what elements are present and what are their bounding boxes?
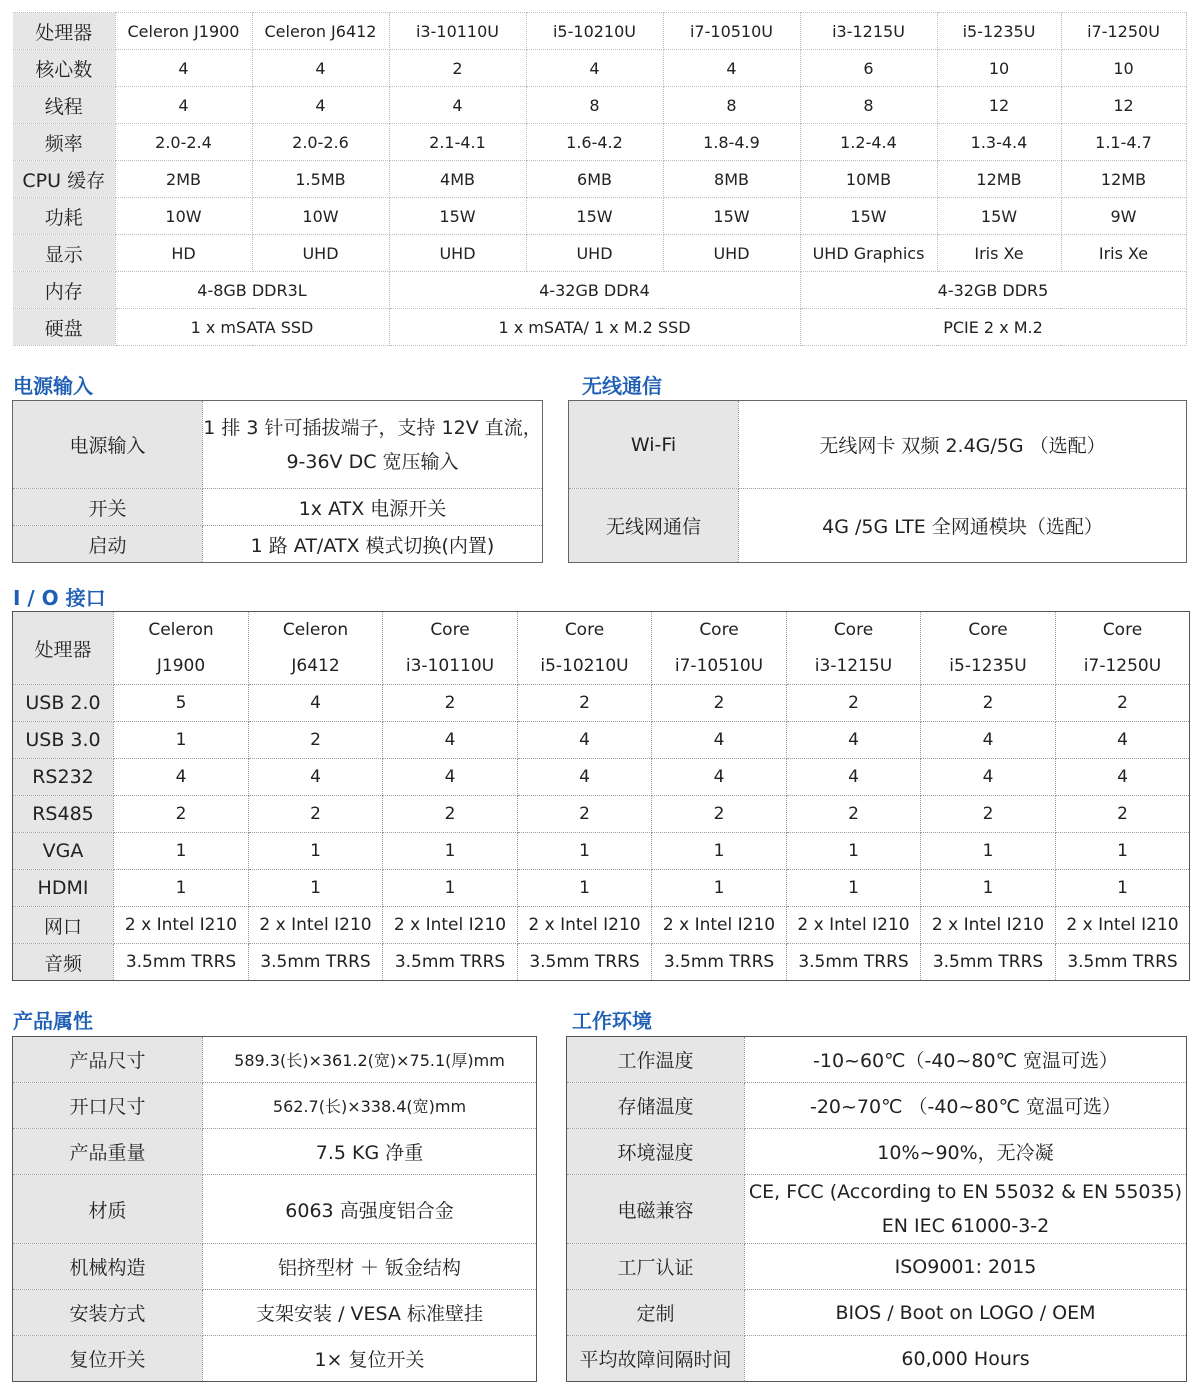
spec-cell: 4 — [663, 50, 800, 87]
io-cell: 3.5mm TRRS — [518, 944, 652, 981]
spec-cell: 15W — [526, 198, 663, 235]
spec-cell: 4 — [526, 50, 663, 87]
spec-cell: 8 — [800, 87, 937, 124]
environment-table — [566, 1036, 1187, 1382]
spec-cell: 10W — [115, 198, 252, 235]
io-cpu-family: Core — [968, 620, 1008, 640]
io-row-label: RS232 — [13, 759, 114, 796]
wireless-row-label: Wi-Fi — [569, 401, 739, 489]
io-cell: 1 — [921, 833, 1056, 870]
spec-cell: 2 — [389, 50, 526, 87]
io-cell: 4 — [787, 759, 921, 796]
spec-header-row — [13, 13, 1186, 50]
io-cell: 4 — [921, 759, 1056, 796]
spec-cell: 2.0-2.4 — [115, 124, 252, 161]
environment-value-line: EN IEC 61000-3-2 — [881, 1215, 1050, 1237]
io-cell: 3.5mm TRRS — [249, 944, 383, 981]
spec-row-label: 处理器 — [13, 13, 115, 50]
io-cell: 4 — [518, 759, 652, 796]
io-cell: 3.5mm TRRS — [1056, 944, 1190, 981]
wireless-row — [569, 489, 1187, 563]
environment-label: 定制 — [567, 1290, 745, 1336]
io-row-label: RS485 — [13, 796, 114, 833]
environment-value: BIOS / Boot on LOGO / OEM — [745, 1290, 1187, 1336]
io-row-label: 网口 — [13, 907, 114, 944]
io-cell: 1 — [652, 870, 787, 907]
io-cell: 1 — [921, 870, 1056, 907]
io-row-label: USB 2.0 — [13, 685, 114, 722]
environment-row — [567, 1336, 1187, 1382]
spec-cell: 2.0-2.6 — [252, 124, 389, 161]
spec-row-label: CPU 缓存 — [13, 161, 115, 198]
spec-row-label: 核心数 — [13, 50, 115, 87]
spec-cpu-name: i5-1235U — [937, 13, 1061, 50]
io-cell: 2 — [921, 685, 1056, 722]
environment-label: 电磁兼容 — [567, 1175, 745, 1244]
spec-cell: Iris Xe — [1061, 235, 1186, 272]
spec-cell: 15W — [937, 198, 1061, 235]
io-cell: 4 — [249, 759, 383, 796]
io-cell: 4 — [652, 722, 787, 759]
spec-cell: UHD — [389, 235, 526, 272]
spec-cell: 1.2-4.4 — [800, 124, 937, 161]
power-value-line: 9-36V DC 宽压输入 — [286, 450, 459, 473]
io-cell: 2 — [1056, 685, 1190, 722]
attribute-label: 产品尺寸 — [13, 1037, 203, 1083]
spec-cell: 10W — [252, 198, 389, 235]
io-cell: 2 — [1056, 796, 1190, 833]
io-cell: 2 — [249, 796, 383, 833]
attribute-row — [13, 1175, 537, 1244]
environment-value — [745, 1175, 1187, 1244]
spec-row — [13, 87, 1186, 124]
io-cell: 1 — [518, 833, 652, 870]
spec-cell: Iris Xe — [937, 235, 1061, 272]
io-cpu-family: Celeron — [282, 620, 349, 640]
io-cell: 2 x Intel I210 — [383, 907, 518, 944]
spec-cell: 2.1-4.1 — [389, 124, 526, 161]
power-row-label: 电源输入 — [13, 401, 203, 489]
spec-row-label: 内存 — [13, 272, 115, 309]
io-row — [13, 722, 1190, 759]
wireless-table — [568, 400, 1187, 563]
io-cell: 2 — [787, 796, 921, 833]
io-cell: 1 — [1056, 833, 1190, 870]
spec-cell: 8 — [526, 87, 663, 124]
io-cpu-model: i3-1215U — [814, 656, 893, 676]
io-cell: 2 — [921, 796, 1056, 833]
io-cell: 1 — [787, 833, 921, 870]
spec-cell: UHD — [526, 235, 663, 272]
spec-cell: 6 — [800, 50, 937, 87]
io-cell: 1 — [787, 870, 921, 907]
spec-cell: 1.6-4.2 — [526, 124, 663, 161]
io-cell: 3.5mm TRRS — [787, 944, 921, 981]
power-row — [13, 489, 543, 526]
wireless-row — [569, 401, 1187, 489]
attribute-value: 562.7(长)×338.4(宽)mm — [203, 1083, 537, 1129]
environment-label: 工作温度 — [567, 1037, 745, 1083]
spec-cell: 10 — [937, 50, 1061, 87]
io-cell: 4 — [518, 722, 652, 759]
spec-cell: 4 — [252, 87, 389, 124]
io-cell: 2 x Intel I210 — [787, 907, 921, 944]
io-row — [13, 796, 1190, 833]
attribute-label: 材质 — [13, 1175, 203, 1244]
spec-cell: 1 x mSATA SSD — [115, 309, 389, 346]
io-row — [13, 870, 1190, 907]
attribute-value: 6063 高强度铝合金 — [203, 1175, 537, 1244]
spec-cell: UHD Graphics — [800, 235, 937, 272]
io-cell: 1 — [1056, 870, 1190, 907]
environment-label: 存储温度 — [567, 1083, 745, 1129]
wireless-section-title: 无线通信 — [582, 374, 662, 398]
io-row — [13, 907, 1190, 944]
attribute-row — [13, 1037, 537, 1083]
environment-label: 平均故障间隔时间 — [567, 1336, 745, 1382]
spec-cell: 15W — [800, 198, 937, 235]
spec-cell: 4 — [115, 50, 252, 87]
spec-cell: 4 — [252, 50, 389, 87]
environment-row — [567, 1083, 1187, 1129]
power-table — [12, 400, 543, 563]
io-cell: 2 — [652, 796, 787, 833]
io-header-label: 处理器 — [13, 612, 114, 685]
power-row — [13, 401, 543, 489]
io-cell: 1 — [114, 722, 249, 759]
io-cell: 4 — [1056, 722, 1190, 759]
io-row — [13, 833, 1190, 870]
io-cpu-model: i7-10510U — [674, 656, 764, 676]
wireless-row-value: 无线网卡 双频 2.4G/5G （选配） — [739, 401, 1187, 489]
io-row — [13, 759, 1190, 796]
io-cell: 3.5mm TRRS — [383, 944, 518, 981]
spec-cell: 4-8GB DDR3L — [115, 272, 389, 309]
io-cpu-header — [518, 612, 652, 685]
attribute-row — [13, 1290, 537, 1336]
io-cell: 1 — [249, 870, 383, 907]
io-cell: 2 — [518, 796, 652, 833]
attribute-label: 机械构造 — [13, 1244, 203, 1290]
spec-row — [13, 50, 1186, 87]
environment-section-title: 工作环境 — [572, 1009, 652, 1033]
spec-cell: 12 — [1061, 87, 1186, 124]
spec-row — [13, 161, 1186, 198]
io-cell: 4 — [383, 722, 518, 759]
power-row-value: 1 路 AT/ATX 模式切换(内置) — [203, 526, 543, 563]
io-cpu-model: i3-10110U — [405, 656, 495, 676]
spec-cell: 4-32GB DDR5 — [800, 272, 1186, 309]
attribute-row — [13, 1083, 537, 1129]
spec-cell: 8MB — [663, 161, 800, 198]
io-cell: 2 x Intel I210 — [1056, 907, 1190, 944]
io-cell: 4 — [652, 759, 787, 796]
spec-row-label: 线程 — [13, 87, 115, 124]
spec-cpu-name: Celeron J1900 — [115, 13, 252, 50]
spec-storage-row — [13, 309, 1186, 346]
attribute-row — [13, 1244, 537, 1290]
attribute-value: 支架安装 / VESA 标准壁挂 — [203, 1290, 537, 1336]
spec-cell: 8 — [663, 87, 800, 124]
io-cell: 4 — [1056, 759, 1190, 796]
spec-cell: 12MB — [937, 161, 1061, 198]
io-cell: 2 x Intel I210 — [114, 907, 249, 944]
environment-row — [567, 1129, 1187, 1175]
io-cell: 1 — [383, 870, 518, 907]
io-cell: 4 — [114, 759, 249, 796]
spec-cell: 1.3-4.4 — [937, 124, 1061, 161]
spec-row-label: 显示 — [13, 235, 115, 272]
io-cpu-family: Core — [430, 620, 470, 640]
io-cell: 2 x Intel I210 — [921, 907, 1056, 944]
spec-cell: 4 — [115, 87, 252, 124]
spec-row-label: 频率 — [13, 124, 115, 161]
io-cell: 1 — [114, 833, 249, 870]
io-cell: 3.5mm TRRS — [921, 944, 1056, 981]
spec-row — [13, 198, 1186, 235]
attribute-label: 复位开关 — [13, 1336, 203, 1382]
spec-cell: 4 — [389, 87, 526, 124]
attribute-row — [13, 1129, 537, 1175]
io-table — [12, 611, 1190, 981]
power-row-label: 启动 — [13, 526, 203, 563]
spec-cell: 6MB — [526, 161, 663, 198]
environment-value: 10%~90%，无冷凝 — [745, 1129, 1187, 1175]
attributes-table — [12, 1036, 537, 1382]
io-cell: 2 — [787, 685, 921, 722]
io-cell: 1 — [518, 870, 652, 907]
spec-cell: 15W — [389, 198, 526, 235]
spec-cell: 15W — [663, 198, 800, 235]
attribute-value: 589.3(长)×361.2(宽)×75.1(厚)mm — [203, 1037, 537, 1083]
spec-cell: 1 x mSATA/ 1 x M.2 SSD — [389, 309, 800, 346]
environment-row — [567, 1175, 1187, 1244]
io-cell: 1 — [652, 833, 787, 870]
environment-row — [567, 1244, 1187, 1290]
attribute-label: 安装方式 — [13, 1290, 203, 1336]
environment-label: 环境湿度 — [567, 1129, 745, 1175]
spec-row — [13, 235, 1186, 272]
io-cell: 2 — [114, 796, 249, 833]
io-row — [13, 685, 1190, 722]
spec-memory-row — [13, 272, 1186, 309]
attribute-value: 铝挤型材 ＋ 钣金结构 — [203, 1244, 537, 1290]
spec-row — [13, 124, 1186, 161]
spec-cell: 12MB — [1061, 161, 1186, 198]
spec-cell: 9W — [1061, 198, 1186, 235]
wireless-row-value: 4G /5G LTE 全网通模块（选配） — [739, 489, 1187, 563]
io-cpu-family: Core — [564, 620, 605, 640]
spec-row-label: 硬盘 — [13, 309, 115, 346]
io-cpu-model: i5-10210U — [540, 656, 629, 676]
attribute-value: 1× 复位开关 — [203, 1336, 537, 1382]
environment-value: ISO9001: 2015 — [745, 1244, 1187, 1290]
spec-row-label: 功耗 — [13, 198, 115, 235]
io-cpu-model: J1900 — [156, 656, 206, 676]
spec-cell: 4MB — [389, 161, 526, 198]
io-cell: 4 — [921, 722, 1056, 759]
io-row-label: 音频 — [13, 944, 114, 981]
io-cell: 4 — [787, 722, 921, 759]
io-cpu-model: i7-1250U — [1083, 656, 1162, 676]
attribute-value: 7.5 KG 净重 — [203, 1129, 537, 1175]
io-cpu-header — [652, 612, 787, 685]
spec-cpu-name: i7-1250U — [1061, 13, 1186, 50]
io-cell: 2 — [383, 796, 518, 833]
spec-cpu-name: i3-1215U — [800, 13, 937, 50]
spec-cpu-name: Celeron J6412 — [252, 13, 389, 50]
spec-cell: HD — [115, 235, 252, 272]
io-cell: 3.5mm TRRS — [652, 944, 787, 981]
power-section-title: 电源输入 — [13, 374, 93, 398]
wireless-row-label: 无线网通信 — [569, 489, 739, 563]
io-section-title: I / O 接口 — [13, 586, 106, 610]
io-cell: 2 x Intel I210 — [652, 907, 787, 944]
spec-cpu-name: i3-10110U — [389, 13, 526, 50]
io-cell: 2 — [249, 722, 383, 759]
io-cell: 1 — [383, 833, 518, 870]
io-cell: 3.5mm TRRS — [114, 944, 249, 981]
cpu-spec-table — [13, 12, 1187, 346]
attribute-label: 开口尺寸 — [13, 1083, 203, 1129]
io-cell: 2 — [652, 685, 787, 722]
io-cell: 1 — [249, 833, 383, 870]
io-header-row — [13, 612, 1190, 685]
spec-cell: 1.5MB — [252, 161, 389, 198]
io-cpu-header — [383, 612, 518, 685]
io-cpu-family: Core — [1102, 620, 1143, 640]
spec-cell: 4-32GB DDR4 — [389, 272, 800, 309]
io-cpu-header — [921, 612, 1056, 685]
power-row — [13, 526, 543, 563]
io-row-label: VGA — [13, 833, 114, 870]
io-cpu-header — [1056, 612, 1190, 685]
io-cell: 4 — [383, 759, 518, 796]
environment-row — [567, 1037, 1187, 1083]
environment-value-line: CE, FCC (According to EN 55032 & EN 55035) — [748, 1181, 1183, 1203]
environment-label: 工厂认证 — [567, 1244, 745, 1290]
environment-value: -20~70℃ （-40~80℃ 宽温可选） — [745, 1083, 1187, 1129]
io-cpu-model: i5-1235U — [949, 656, 1027, 676]
io-row — [13, 944, 1190, 981]
spec-cell: 2MB — [115, 161, 252, 198]
spec-cell: UHD — [663, 235, 800, 272]
power-row-value: 1x ATX 电源开关 — [203, 489, 543, 526]
io-cell: 2 — [383, 685, 518, 722]
io-cpu-family: Core — [699, 620, 739, 640]
attribute-label: 产品重量 — [13, 1129, 203, 1175]
spec-cell: 1.8-4.9 — [663, 124, 800, 161]
environment-value: -10~60℃（-40~80℃ 宽温可选） — [745, 1037, 1187, 1083]
spec-cell: UHD — [252, 235, 389, 272]
environment-row — [567, 1290, 1187, 1336]
spec-cell: 10 — [1061, 50, 1186, 87]
power-row-label: 开关 — [13, 489, 203, 526]
environment-value: 60,000 Hours — [745, 1336, 1187, 1382]
power-row-value — [203, 401, 543, 489]
io-row-label: HDMI — [13, 870, 114, 907]
attribute-row — [13, 1336, 537, 1382]
io-cell: 1 — [114, 870, 249, 907]
io-cpu-header — [249, 612, 383, 685]
io-cpu-model: J6412 — [291, 656, 340, 676]
power-value-line: 1 排 3 针可插拔端子，支持 12V 直流， — [203, 416, 542, 439]
spec-cell: 12 — [937, 87, 1061, 124]
spec-cpu-name: i7-10510U — [663, 13, 800, 50]
io-row-label: USB 3.0 — [13, 722, 114, 759]
io-cpu-family: Core — [833, 620, 874, 640]
io-cell: 2 — [518, 685, 652, 722]
io-cpu-family: Celeron — [148, 620, 214, 640]
io-cell: 2 x Intel I210 — [518, 907, 652, 944]
spec-cell: 1.1-4.7 — [1061, 124, 1186, 161]
io-cell: 5 — [114, 685, 249, 722]
io-cpu-header — [787, 612, 921, 685]
io-cell: 2 x Intel I210 — [249, 907, 383, 944]
io-cpu-header — [114, 612, 249, 685]
spec-cell: PCIE 2 x M.2 — [800, 309, 1186, 346]
spec-cpu-name: i5-10210U — [526, 13, 663, 50]
spec-cell: 10MB — [800, 161, 937, 198]
io-cell: 4 — [249, 685, 383, 722]
attributes-section-title: 产品属性 — [13, 1009, 93, 1033]
